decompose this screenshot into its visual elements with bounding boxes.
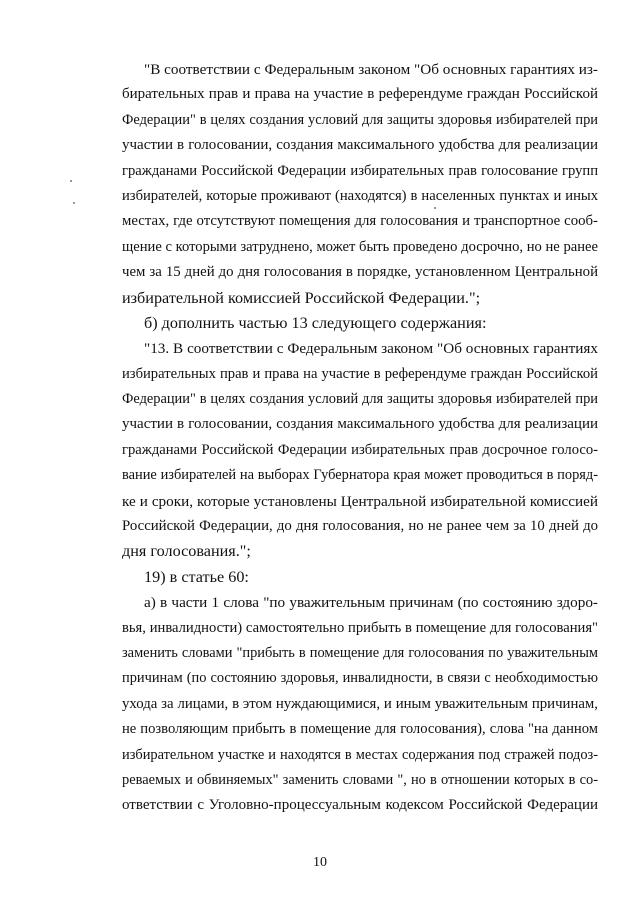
text-line: реваемых и обвиняемых" заменить словами ", но в отношении которых в со- xyxy=(122,771,598,788)
text-line: дня голосования."; xyxy=(122,542,251,561)
text-line: вание избирателей на выборах Губернатора края может проводиться в поряд- xyxy=(122,467,598,484)
text-line: а) в части 1 слова "по уважительным причинам (по состоянию здоро- xyxy=(144,594,598,612)
text-line: не позволяющим прибыть в помещение для голосования), слова "на данном xyxy=(122,721,598,738)
text-line: избирательных прав и права на участие в референдуме граждан Российской xyxy=(122,365,598,382)
text-line: ответствии с Уголовно-процессуальным кодексом Российской Федерации xyxy=(122,797,598,814)
text-line: бирательных прав и права на участие в референдуме граждан Российской xyxy=(122,86,598,103)
text-line: заменить словами "прибыть в помещение для голосования по уважительным xyxy=(122,644,598,661)
text-line: Российской Федерации, до дня голосования, но не ранее чем за 10 дней до xyxy=(122,518,598,535)
scan-speck xyxy=(73,202,75,204)
text-line: "13. В соответствии с Федеральным законом "Об основных гарантиях xyxy=(144,340,598,358)
text-line: щение с которыми затруднено, может быть проведено досрочно, но не ранее xyxy=(122,238,598,255)
text-line: избирателей, которые проживают (находятся) в населенных пунктах и иных xyxy=(122,187,598,204)
text-line: ке и сроки, которые установлены Центральной избирательной комиссией xyxy=(122,492,598,510)
page-number: 10 xyxy=(313,855,327,870)
text-line: местах, где отсутствуют помещения для голосования и транспортное сооб- xyxy=(122,213,598,230)
text-line: гражданами Российской Федерации избирательных прав досрочное голосо- xyxy=(122,441,598,458)
text-line: участии в голосовании, создания максимального удобства для реализации xyxy=(122,416,598,433)
text-line: избирательном участке и находятся в местах содержания под стражей подоз- xyxy=(122,746,598,763)
document-body xyxy=(122,57,598,819)
text-line: причинам (по состоянию здоровья, инвалидности, в связи с необходимостью xyxy=(122,670,598,687)
text-line: избирательной комиссией Российской Федерации."; xyxy=(122,288,481,307)
scan-speck xyxy=(70,180,72,182)
text-line: ухода за лицами, в этом нуждающимися, и иным уважительным причинам, xyxy=(122,695,598,712)
text-line: б) дополнить частью 13 следующего содержания: xyxy=(144,313,487,332)
text-line: вья, инвалидности) самостоятельно прибыть в помещение для голосования" xyxy=(122,619,598,636)
text-line: участии в голосовании, создания максимального удобства для реализации xyxy=(122,137,598,154)
text-line: "В соответствии с Федеральным законом "Об основных гарантиях из- xyxy=(144,61,598,78)
text-line: Федерации" в целях создания условий для защиты здоровья избирателей при xyxy=(122,391,598,408)
text-line: гражданами Российской Федерации избирательных прав голосование групп xyxy=(122,162,598,179)
text-line: Федерации" в целях создания условий для защиты здоровья избирателей при xyxy=(122,111,598,128)
text-line: 19) в статье 60: xyxy=(144,567,249,586)
text-line: чем за 15 дней до дня голосования в порядке, установленном Центральной xyxy=(122,264,598,281)
